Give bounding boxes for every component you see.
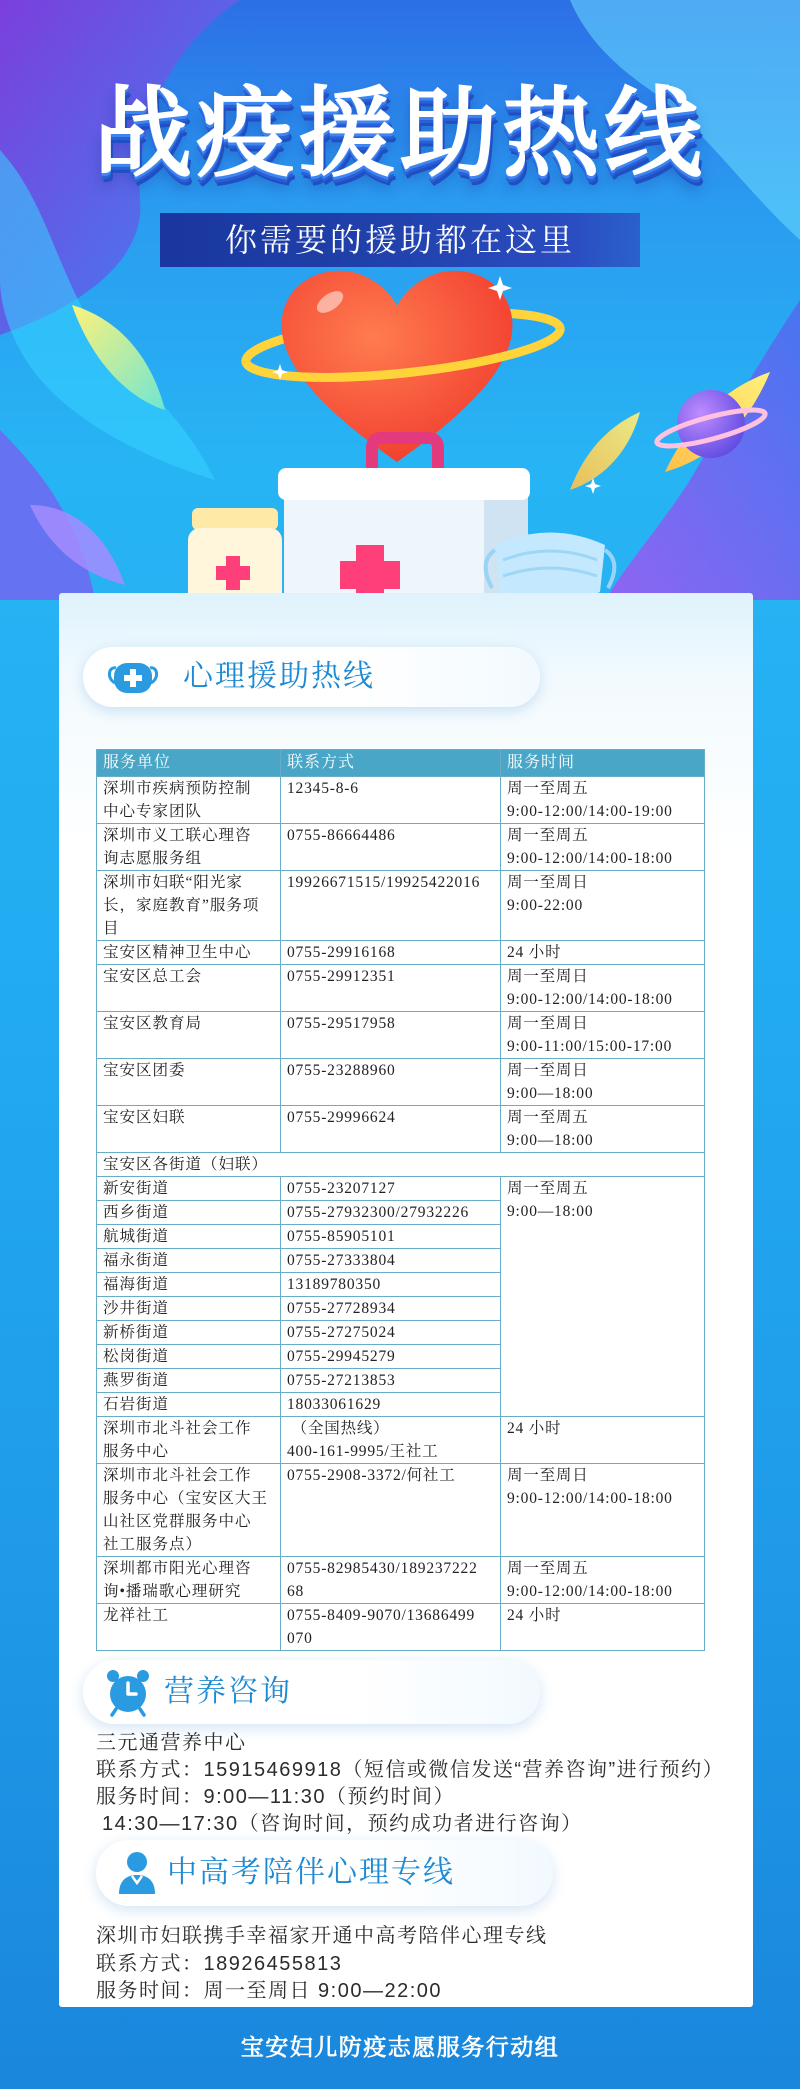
section-title: 中高考陪伴心理专线 (167, 1856, 455, 1889)
section-title: 心理援助热线 (183, 660, 375, 693)
cell-hours: 周一至周五 9:00-12:00/14:00-18:00 (501, 824, 705, 871)
cell-unit: 深圳市北斗社会工作 服务中心（宝安区大王 山社区党群服务中心 社工服务点） (97, 1464, 281, 1557)
cell-hours: 周一至周五 9:00—18:00 (501, 1177, 705, 1417)
table-row (97, 871, 705, 941)
intro-line: 深圳市妇联携手幸福家开通中高考陪伴心理专线 (96, 1925, 548, 1947)
hotline-table-body (97, 777, 705, 1651)
section-header-nutrition (83, 1660, 540, 1724)
cell-contact: 0755-27213853 (281, 1369, 501, 1393)
page-title: 战疫援助热线 (93, 77, 706, 191)
cell-unit: 宝安区团委 (97, 1059, 281, 1106)
table-row (97, 777, 705, 824)
exam-info (96, 1923, 548, 2006)
cell-unit: 深圳市疾病预防控制 中心专家团队 (97, 777, 281, 824)
cell-contact: 0755-27728934 (281, 1297, 501, 1321)
person-icon (115, 1850, 159, 1901)
cell-unit: 宝安区教育局 (97, 1012, 281, 1059)
cell-hours: 24 小时 (501, 1604, 705, 1651)
cell-contact: 19926671515/19925422016 (281, 871, 501, 941)
cell-unit: 松岗街道 (97, 1345, 281, 1369)
cell-hours: 周一至周五 9:00-12:00/14:00-19:00 (501, 777, 705, 824)
hotline-table (96, 749, 705, 1651)
cell-hours: 24 小时 (501, 941, 705, 965)
cell-unit: 航城街道 (97, 1225, 281, 1249)
cell-unit: 宝安区妇联 (97, 1106, 281, 1153)
subtitle-banner: 你需要的援助都在这里 (160, 213, 640, 267)
cell-unit: 新桥街道 (97, 1321, 281, 1345)
section-title: 营养咨询 (164, 1675, 292, 1708)
cell-contact: （全国热线） 400-161-9995/王社工 (281, 1417, 501, 1464)
mask-icon (106, 656, 160, 703)
cell-hours: 周一至周日 9:00-12:00/14:00-18:00 (501, 965, 705, 1012)
provider-name: 三元通营养中心 (96, 1732, 247, 1754)
hours-extra-line: 14:30—17:30（咨询时间，预约成功者进行咨询） (102, 1813, 583, 1835)
face-mask-icon (486, 533, 615, 601)
cell-contact: 0755-27275024 (281, 1321, 501, 1345)
cell-contact: 12345-8-6 (281, 777, 501, 824)
cell-contact: 0755-27932300/27932226 (281, 1201, 501, 1225)
cell-unit: 福海街道 (97, 1273, 281, 1297)
table-row (97, 1106, 705, 1153)
section-header-exam (96, 1840, 553, 1906)
cell-contact: 0755-23288960 (281, 1059, 501, 1106)
table-row (97, 1177, 705, 1201)
cell-hours: 周一至周日 9:00—18:00 (501, 1059, 705, 1106)
cell-contact: 0755-27333804 (281, 1249, 501, 1273)
cell-unit: 燕罗街道 (97, 1369, 281, 1393)
table-row (97, 965, 705, 1012)
hours-line: 服务时间：9:00—11:30（预约时间） (96, 1786, 455, 1808)
medicine-jar-icon (188, 508, 282, 600)
cell-hours: 周一至周日 9:00-11:00/15:00-17:00 (501, 1012, 705, 1059)
cell-unit: 深圳市妇联“阳光家 长，家庭教育”服务项 目 (97, 871, 281, 941)
table-row (97, 1464, 705, 1557)
cell-group-label: 宝安区各街道（妇联） (97, 1153, 705, 1177)
table-row (97, 824, 705, 871)
cell-unit: 沙井街道 (97, 1297, 281, 1321)
feather-decor (570, 412, 640, 490)
table-row (97, 1012, 705, 1059)
cell-unit: 龙祥社工 (97, 1604, 281, 1651)
cell-contact: 0755-86664486 (281, 824, 501, 871)
contact-line: 联系方式：18926455813 (96, 1952, 343, 1975)
table-header-row (97, 750, 705, 777)
table-row (97, 1557, 705, 1604)
cell-contact: 0755-29945279 (281, 1345, 501, 1369)
table-row (97, 1059, 705, 1106)
cell-hours: 周一至周日 9:00-12:00/14:00-18:00 (501, 1464, 705, 1557)
cell-unit: 宝安区总工会 (97, 965, 281, 1012)
cell-unit: 新安街道 (97, 1177, 281, 1201)
cell-contact: 0755-29996624 (281, 1106, 501, 1153)
hours-line: 服务时间：周一至周日 9:00—22:00 (96, 1980, 443, 2002)
cell-contact: 13189780350 (281, 1273, 501, 1297)
table-group-row (97, 1153, 705, 1177)
cell-unit: 深圳市义工联心理咨 询志愿服务组 (97, 824, 281, 871)
cell-unit: 西乡街道 (97, 1201, 281, 1225)
cell-hours: 周一至周五 9:00—18:00 (501, 1106, 705, 1153)
column-header-unit: 服务单位 (97, 750, 281, 777)
cell-contact: 0755-29916168 (281, 941, 501, 965)
cell-unit: 深圳市北斗社会工作 服务中心 (97, 1417, 281, 1464)
footer-organizer: 宝安妇儿防疫志愿服务行动组 (240, 2034, 560, 2060)
cell-contact: 0755-29517958 (281, 1012, 501, 1059)
cell-unit: 宝安区精神卫生中心 (97, 941, 281, 965)
section-header-psych (83, 647, 540, 707)
cell-contact: 0755-8409-9070/13686499 070 (281, 1604, 501, 1651)
cell-contact: 0755-23207127 (281, 1177, 501, 1201)
first-aid-kit-icon (278, 438, 530, 600)
cell-hours: 周一至周日 9:00-22:00 (501, 871, 705, 941)
table-row (97, 941, 705, 965)
table-row (97, 1604, 705, 1651)
alarm-clock-icon (104, 1667, 152, 1722)
column-header-contact: 联系方式 (281, 750, 501, 777)
cell-contact: 18033061629 (281, 1393, 501, 1417)
cell-contact: 0755-29912351 (281, 965, 501, 1012)
cell-hours: 周一至周五 9:00-12:00/14:00-18:00 (501, 1557, 705, 1604)
column-header-hours: 服务时间 (501, 750, 705, 777)
cell-contact: 0755-2908-3372/何社工 (281, 1464, 501, 1557)
cell-unit: 福永街道 (97, 1249, 281, 1273)
nutrition-info (96, 1730, 724, 1838)
cell-contact: 0755-82985430/189237222 68 (281, 1557, 501, 1604)
cell-hours: 24 小时 (501, 1417, 705, 1464)
cell-unit: 深圳都市阳光心理咨 询•播瑞歌心理研究 (97, 1557, 281, 1604)
cell-unit: 石岩街道 (97, 1393, 281, 1417)
contact-line: 联系方式：15915469918（短信或微信发送“营养咨询”进行预约） (96, 1759, 725, 1781)
table-row (97, 1417, 705, 1464)
cell-contact: 0755-85905101 (281, 1225, 501, 1249)
